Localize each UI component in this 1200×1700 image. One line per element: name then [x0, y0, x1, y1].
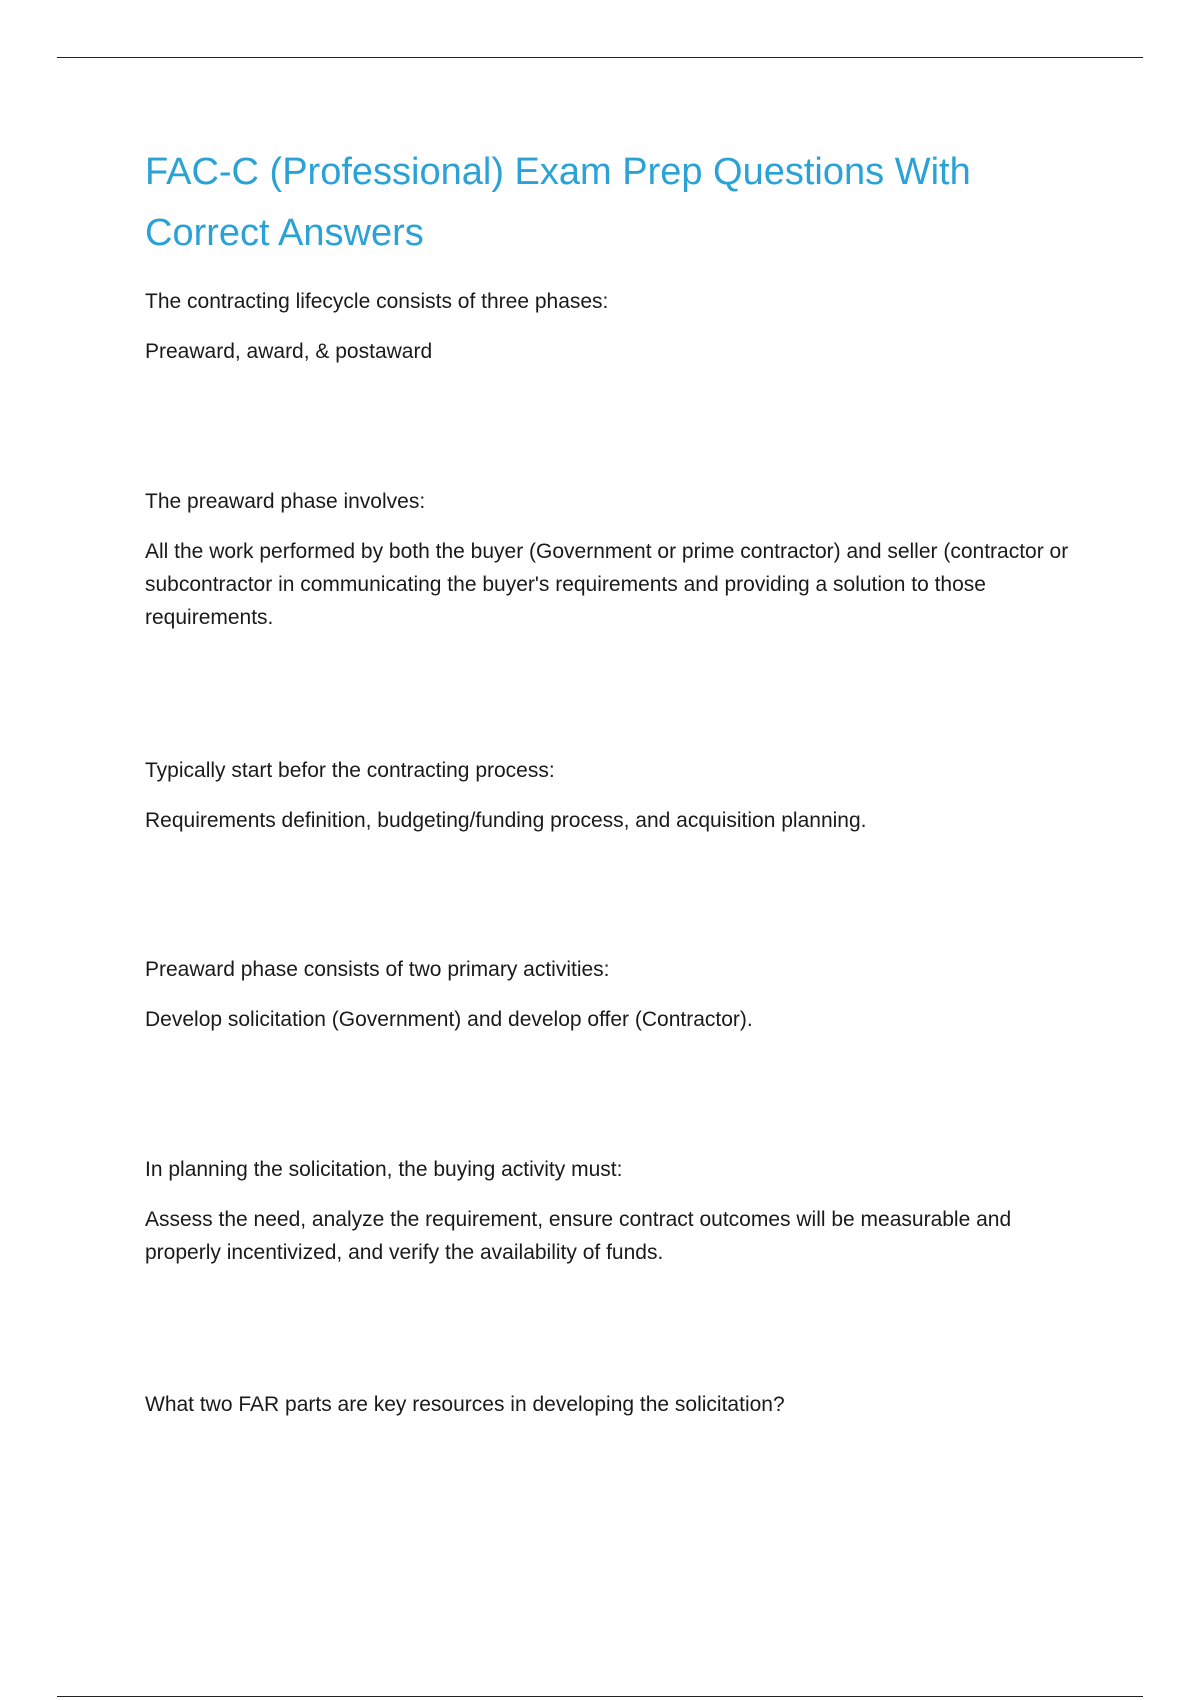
- qa-item: [145, 485, 1085, 634]
- question-text: The contracting lifecycle consists of three phases:: [145, 290, 609, 313]
- document-title: FAC-C (Professional) Exam Prep Questions With Correct Answers: [145, 151, 971, 254]
- question-text: Preaward phase consists of two primary activities:: [145, 958, 610, 981]
- qa-item: [145, 953, 1085, 1036]
- footer-rule: [57, 1696, 1143, 1697]
- header-rule: [57, 57, 1143, 58]
- question-text: In planning the solicitation, the buying activity must:: [145, 1158, 623, 1181]
- answer-text: Requirements definition, budgeting/funding process, and acquisition planning.: [145, 809, 867, 832]
- qa-item: [145, 754, 1085, 837]
- qa-item: [145, 1388, 1085, 1421]
- answer-text: Assess the need, analyze the requirement, ensure contract outcomes will be measurable and properly incentivized, and verify the availability of funds.: [145, 1208, 1012, 1264]
- answer-text: All the work performed by both the buyer (Government or prime contractor) and seller (contractor or subcontractor in communicating the buyer's requirements and providing a solution to those requirements.: [145, 540, 1069, 629]
- question-text: What two FAR parts are key resources in developing the solicitation?: [145, 1393, 785, 1416]
- answer-text: Preaward, award, & postaward: [145, 340, 433, 363]
- qa-item: [145, 1153, 1085, 1269]
- qa-item: [145, 285, 1085, 368]
- question-text: Typically start befor the contracting process:: [145, 759, 555, 782]
- answer-text: Develop solicitation (Government) and develop offer (Contractor).: [145, 1008, 753, 1031]
- question-text: The preaward phase involves:: [145, 490, 426, 513]
